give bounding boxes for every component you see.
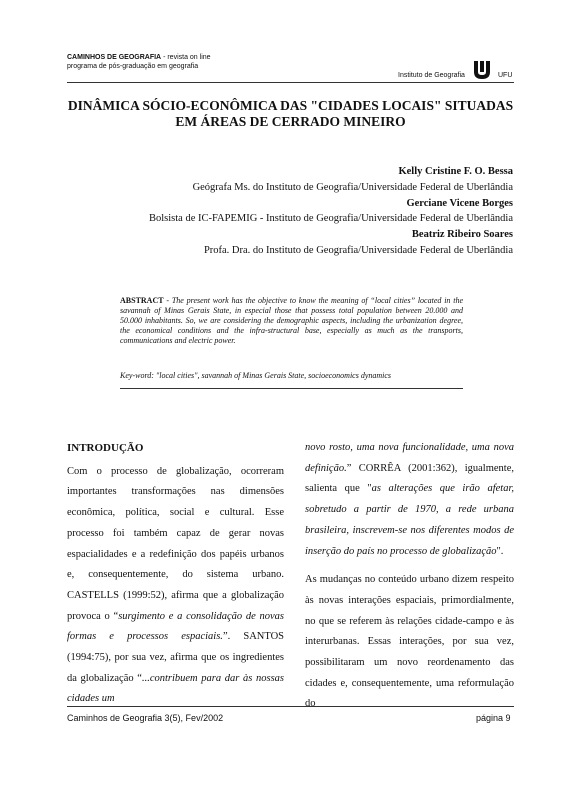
header-divider bbox=[67, 82, 514, 83]
right-column bbox=[305, 438, 514, 715]
program-name: programa de pós-graduação em geografia bbox=[67, 62, 199, 70]
author-name: Kelly Cristine F. O. Bessa bbox=[398, 166, 513, 177]
abstract-text: - The present work has the objective to know the meaning of “local cities” located in the savannah of Minas Gerais State, in especial those that possess total population between 20.000 and 50.000 inhabitants. So, we are considering the demographic aspects, including the urbanization degree, the economical conditions and the infra-structural base, especially as much as the transports, communications and electric power. bbox=[120, 296, 463, 345]
paragraph-text: ". bbox=[496, 545, 504, 557]
page-number: página 9 bbox=[476, 713, 511, 723]
quote-text: novo rosto, uma nova funcionalidade, uma nova definição. bbox=[305, 442, 514, 474]
author-affiliation: Profa. Dra. do Instituto de Geografia/Universidade Federal de Uberlândia bbox=[203, 245, 513, 256]
paragraph: As mudanças no conteúdo urbano dizem respeito às novas interações espaciais, primordialmente, no que se referem às relações cidade-campo e às interurbanas. Essas interações, por sua vez, possibilitaram um novo reordenamento das cidades e, consequentemente, uma reformulação do bbox=[305, 574, 514, 710]
paragraph bbox=[305, 438, 514, 562]
title-line-1: DINÂMICA SÓCIO-ECONÔMICA DAS "CIDADES LOCAIS" SITUADAS bbox=[67, 98, 514, 113]
section-heading: INTRODUÇÃO bbox=[67, 442, 144, 454]
quote-text: as alterações que irão afetar, sobretudo a partir de 1970, a rede urbana brasileira, inscrevem-se nos diferentes modos de inserção do país no processo de globalização bbox=[305, 483, 515, 557]
footer-divider bbox=[67, 706, 514, 707]
university-acronym: UFU bbox=[498, 72, 513, 79]
abstract bbox=[120, 296, 463, 346]
title-line-2: EM ÁREAS DE CERRADO MINEIRO bbox=[175, 114, 406, 129]
abstract-label: ABSTRACT bbox=[120, 296, 164, 305]
author-affiliation: Bolsista de IC-FAPEMIG - Instituto de Geografia/Universidade Federal de Uberlândia bbox=[148, 213, 513, 224]
author-affiliation: Geógrafa Ms. do Instituto de Geografia/Universidade Federal de Uberlândia bbox=[192, 182, 513, 193]
author-name: Beatriz Ribeiro Soares bbox=[411, 229, 513, 240]
ufu-logo-icon bbox=[471, 60, 493, 80]
left-column bbox=[67, 438, 284, 710]
quote-text: ...contribuem para dar às nossas cidades um bbox=[67, 672, 285, 705]
quote-text: surgimento e a consolidação de novas formas e processos espaciais. bbox=[67, 610, 284, 643]
paragraph-text: ” CORRÊA (2001:362), igualmente, salienta que " bbox=[305, 462, 514, 495]
keywords: Key-word: "local cities", savannah of Minas Gerais State, socioeconomics dynamics bbox=[120, 371, 392, 380]
abstract-divider bbox=[120, 388, 463, 389]
paragraph bbox=[67, 462, 284, 710]
journal-suffix: - revista on line bbox=[161, 54, 211, 61]
paragraph-text: Com o processo de globalização, ocorreram importantes transformações nas dimensões econômica, política, social e cultural. Esse processo foi também capaz de gerar novas espacialidades e a redefinição dos papéis urbanos e, consequentemente, do sistema urbano. CASTELLS (1999:52), afirma que a globalização provoca o “ bbox=[67, 465, 284, 622]
journal-name: CAMINHOS DE GEOGRAFIA bbox=[67, 54, 162, 61]
institute-name: Instituto de Geografia bbox=[398, 72, 465, 79]
paragraph-text: ”. SANTOS (1994:75), por sua vez, afirma que os ingredientes da globalização “ bbox=[67, 631, 284, 684]
article-title bbox=[67, 98, 514, 130]
journal-header bbox=[67, 54, 211, 71]
author-name: Gerciane Vicene Borges bbox=[406, 198, 513, 209]
footer-citation: Caminhos de Geografia 3(5), Fev/2002 bbox=[67, 713, 224, 723]
